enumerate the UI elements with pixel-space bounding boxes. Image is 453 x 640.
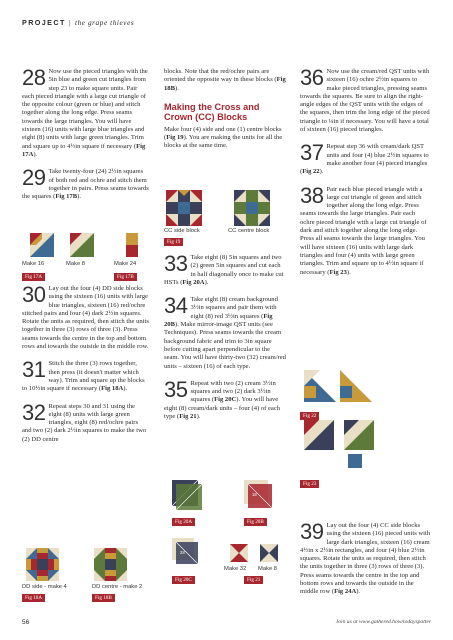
fig-ref: Fig 19 xyxy=(166,134,184,142)
fig20a-label: Fig 20A xyxy=(172,518,195,526)
make24-unit xyxy=(126,233,138,257)
figure-18 xyxy=(22,548,150,604)
fig21-qst-units xyxy=(230,544,278,562)
fig23-label: Fig 23 xyxy=(300,480,319,488)
step-31 xyxy=(22,357,149,393)
step-number: 31 xyxy=(22,357,46,383)
step-text-end: ). xyxy=(204,278,209,286)
step-36 xyxy=(300,65,431,134)
step-32-continued xyxy=(164,68,286,93)
fig17-units xyxy=(22,231,150,261)
dd-side-block xyxy=(26,548,59,581)
page-header xyxy=(22,18,134,27)
step-text-end: ). xyxy=(123,385,128,393)
header-title: the grape thieves xyxy=(74,19,135,27)
column-3-lower xyxy=(300,519,431,606)
step-text: Lay out the four (4) DD side blocks using the sixteen (16) units with large blue triangles, sixteen (16) red/ochre stitched pairs and four (4) dark 2½in squares. Rotate the units as required, then stitch the units together in three (3) rows of three (3). Press seams towards the centre in the top and bottom rows and towards the outside in the middle row. xyxy=(22,285,149,351)
fig-ref: Fig 21 xyxy=(179,413,197,421)
step-text-end: ). xyxy=(77,193,81,201)
step-text-end: ). xyxy=(319,168,324,176)
figure-19 xyxy=(164,188,286,248)
fig-ref: Fig 22 xyxy=(302,168,320,176)
step-number: 38 xyxy=(300,182,324,208)
intro-text: Make four (4) side and one (1) centre blocks ( xyxy=(164,125,282,142)
dd-centre-block xyxy=(94,548,127,581)
step-text: Now use the pieced triangles with the 5in blue and green cut triangles from step 23 to make square units. Pair each pieced triangle with a large cut triangle of the opposite colour (green or blue) and stitch together along the long edge. Press seams towards the large triangles. You will have sixteen (16) units with large blue triangles and eight (8) units with large green triangles. Trim and square up to 4½in square if necessary ( xyxy=(22,68,148,150)
step-text-end: ). Make mirror-image QST units (see Techniques). Press seams towards the cream background fabric and trim to 3in square before cutting apart perpendicular to the seam. You will have thirty-two (32) cream/red units – sixteen (16) of each type. xyxy=(164,321,286,370)
step-text: Take eight (8) cream background 3½in squares and pair them with eight (8) red 3½in squares ( xyxy=(190,296,278,320)
caption-make8: Make 8 xyxy=(258,566,278,572)
caption-make16: Make 16 xyxy=(22,261,45,267)
step-33 xyxy=(164,251,286,287)
step-35 xyxy=(164,376,286,421)
fig21-label: Fig 21 xyxy=(244,576,263,584)
make16-unit xyxy=(30,233,54,257)
fig-ref: Fig 23 xyxy=(329,268,347,276)
step-number: 35 xyxy=(164,376,188,402)
step-text-end: ). xyxy=(196,413,201,421)
caption-cc-centre: CC centre block xyxy=(228,228,270,234)
step-number: 33 xyxy=(164,251,188,276)
column-1-lower xyxy=(22,282,149,453)
step-text: Repeat with two (2) cream 3½in squares and two (2) dark 3½in squares ( xyxy=(190,379,276,404)
fig20c-label: Fig 20C xyxy=(172,576,195,584)
fig20a-squares xyxy=(172,480,202,510)
figure-20-21 xyxy=(168,478,288,588)
cc-centre-block xyxy=(234,190,270,226)
continued-text: blocks. Note that the red/ochre pairs are oriented the opposite way in these blocks ( xyxy=(164,68,277,84)
fig-ref: Fig 24A xyxy=(334,588,357,596)
cc-side-block xyxy=(166,190,202,226)
step-38 xyxy=(300,182,431,277)
column-1 xyxy=(22,65,149,210)
fig17a-label: Fig 17A xyxy=(22,273,45,281)
footer-link[interactable]: Join us at www.gathered.how/todayspatter xyxy=(335,619,431,625)
step-text-end: ). xyxy=(346,268,351,276)
caption-cc-side: CC side block xyxy=(164,228,200,234)
continued-text-end: ). xyxy=(175,84,179,92)
step-text: Now use the cream/red QST units with sixteen (16) ochre 2½in squares to make pieced triangles, pressing seams towards the squares. Be sure to align the right-angle edges of the QST units with the edges of the squares, then trim the long edge of the pieced triangle to ¼in if necessary. You will have a total of sixteen (16) pieced triangles. xyxy=(300,68,430,134)
step-text: Stitch the three (3) rows together, then press (it doesn't matter which way). Trim and square up the blocks to 10½in square if necessary ( xyxy=(22,360,145,393)
step-32 xyxy=(22,399,149,444)
step-text: Repeat steps 30 and 31 using the eight (8) units with large green triangles, eight (8) red/ochre pairs and two (2) dark 2½in squares to make the two (2) DD centre xyxy=(22,402,147,443)
step-37 xyxy=(300,140,431,176)
intro-text-end: ). You are making the units for all the blocks at the same time. xyxy=(164,134,283,150)
step-text: Lay out the four (4) CC side blocks using the sixteen (16) pieced units with large dark triangles, sixteen (16) cream 4½in x 2½in rectangles, and four (4) blue 2½in squares. Rotate the units as required, then stitch the units together in three (3) rows of three (3). Press seams towards the centre in the top and bottom rows and towards the outside in the middle row ( xyxy=(300,522,431,596)
section-intro xyxy=(164,126,286,151)
step-number: 36 xyxy=(300,65,324,90)
fig-ref: Fig 20B xyxy=(164,312,273,329)
step-text: Repeat step 36 with cream/dark QST units and four (4) blue 2½in squares to make another four (4) pieced triangles ( xyxy=(300,143,429,176)
fig20c-squares xyxy=(172,538,198,564)
qst-label-28: 28 xyxy=(180,550,185,555)
step-number: 37 xyxy=(300,140,324,166)
caption-dd-centre: DD centre - make 2 xyxy=(92,584,143,590)
make8-unit xyxy=(70,233,94,257)
fig22-pieced-triangles xyxy=(300,368,380,404)
caption-dd-side: DD side - make 4 xyxy=(22,584,67,590)
step-number: 28 xyxy=(22,65,46,90)
fig-ref: Fig 18B xyxy=(164,76,286,92)
column-2-lower xyxy=(164,251,286,430)
step-34 xyxy=(164,293,286,371)
step-text-end: ). xyxy=(33,150,38,158)
fig-ref: Fig 20C xyxy=(214,396,237,404)
step-number: 32 xyxy=(22,399,46,425)
section-heading: Making the Cross and Crown (CC) Blocks xyxy=(164,101,260,123)
header-separator: | xyxy=(65,19,75,27)
step-number: 39 xyxy=(300,519,324,544)
fig19-blocks xyxy=(164,188,286,226)
step-text: Take eight (8) 5in squares and two (2) green 5in squares and cut each in half diagonally once to make cut HSTs ( xyxy=(164,254,284,286)
figure-23 xyxy=(300,418,431,490)
header-project: PROJECT xyxy=(22,18,66,27)
fig17b-label: Fig 17B xyxy=(114,273,137,281)
fig-ref: Fig 18A xyxy=(101,385,124,393)
page-number: 56 xyxy=(22,619,30,626)
qst-label-18: 18 xyxy=(252,492,257,497)
step-text-end: ). xyxy=(356,588,361,596)
column-3 xyxy=(300,65,431,286)
step-text: Pair each blue pieced triangle with a large cut triangle of green and stitch together along the long edge. Press seams towards the large triangles. Pair each ochre pieced triangle with a large cut triangle of dark and stitch together along the long edge. Press all seams towards the large triangles. You will have sixteen (16) units with large dark triangles and four (4) units with large green triangles. Trim and square up to 4½in square if necessary ( xyxy=(300,185,427,276)
step-number: 29 xyxy=(22,165,46,191)
fig19-label: Fig 19 xyxy=(164,238,183,246)
fig-ref: Fig 17A xyxy=(22,142,146,158)
step-30 xyxy=(22,282,149,351)
step-28 xyxy=(22,65,149,159)
fig22-label: Fig 22 xyxy=(300,412,319,420)
step-text-mid: ). You will have eight (8) cream/dark units – four (4) of each type ( xyxy=(164,396,281,421)
step-39 xyxy=(300,519,431,597)
step-number: 34 xyxy=(164,293,188,319)
fig20b-squares xyxy=(244,480,272,508)
fig23-square-units xyxy=(300,418,380,472)
caption-make8: Make 8 xyxy=(66,261,86,267)
step-number: 30 xyxy=(22,282,46,307)
fig-ref: Fig 17B xyxy=(55,193,78,201)
column-2 xyxy=(164,68,286,160)
caption-make24: Make 24 xyxy=(114,261,137,267)
fig18b-label: Fig 18B xyxy=(92,594,115,602)
fig18a-label: Fig 18A xyxy=(22,594,45,602)
fig18-blocks xyxy=(22,548,150,582)
step-29 xyxy=(22,165,149,201)
figure-17 xyxy=(22,231,150,283)
fig20b-label: Fig 20B xyxy=(244,518,267,526)
figure-22 xyxy=(300,368,431,422)
caption-make32: Make 32 xyxy=(224,566,247,572)
step-text: Take twenty-four (24) 2½in squares of both red and ochre and stitch them together in pairs. Press seams towards the squares ( xyxy=(22,168,149,201)
fig-ref: Fig 20A xyxy=(182,278,205,286)
